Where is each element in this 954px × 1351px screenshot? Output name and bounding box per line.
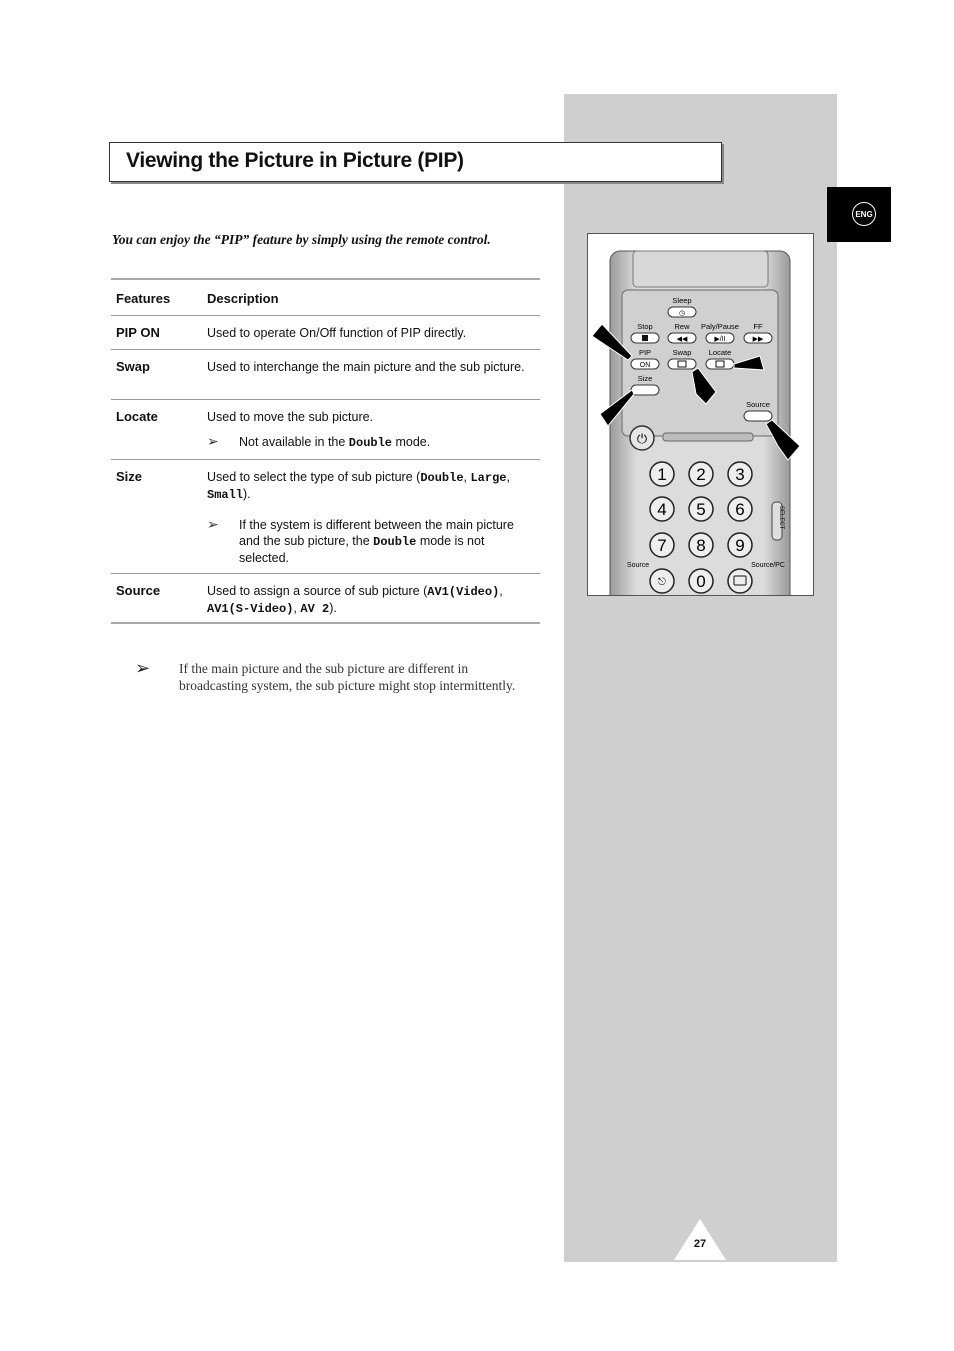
remote-slot xyxy=(663,433,753,441)
rew-label: Rew xyxy=(674,322,690,331)
locate-label: Locate xyxy=(708,348,732,357)
feature-desc: Used to assign a source of sub picture (AV1(Video), AV1(S-Video), AV 2). xyxy=(207,584,503,616)
input-icon: ⎋ xyxy=(658,577,666,588)
feature-name: Size xyxy=(116,469,143,484)
feature-name: Locate xyxy=(116,409,158,424)
title-box xyxy=(109,142,722,182)
language-tab xyxy=(827,187,891,242)
select-label: SELECT xyxy=(778,506,784,530)
remote-top-flap xyxy=(633,251,768,287)
table-row xyxy=(111,350,540,400)
intro-text: You can enjoy the “PIP” feature by simply using the remote control. xyxy=(112,232,491,247)
swap-label: Swap xyxy=(672,348,692,357)
arrow-icon: ➢ xyxy=(207,516,219,532)
features-table xyxy=(111,278,540,624)
fast-forward-icon: ▶▶ xyxy=(752,336,764,343)
page-number: 27 xyxy=(693,1238,707,1250)
feature-desc: Used to interchange the main picture and the sub picture. xyxy=(207,360,525,374)
table-row xyxy=(111,460,540,574)
table-header-row xyxy=(111,280,540,316)
ff-label: FF xyxy=(753,322,763,331)
digit-label: 4 xyxy=(657,500,667,519)
source-pc-button[interactable] xyxy=(728,569,752,593)
source-button[interactable] xyxy=(744,411,772,421)
feature-desc xyxy=(207,409,540,459)
digit-label: 2 xyxy=(696,465,706,484)
feature-note: ➢ If the system is different between the main picture and the sub picture, the Double mode is not selected. xyxy=(207,516,514,565)
digit-label: 8 xyxy=(696,536,706,555)
digit-label: 7 xyxy=(657,536,667,555)
arrow-icon: ➢ xyxy=(135,658,151,678)
stop-icon xyxy=(642,335,648,341)
digit-label: 1 xyxy=(657,465,667,484)
feature-desc-text: Used to move the sub picture. xyxy=(207,410,374,424)
digit-label: 5 xyxy=(696,500,706,519)
remote-svg xyxy=(588,234,813,595)
feature-desc: Used to operate On/Off function of PIP directly. xyxy=(207,326,467,340)
header-features: Features xyxy=(116,291,171,306)
power-icon: ⏻ xyxy=(636,431,648,446)
feature-desc-text: Used to select the type of sub picture (Double, Large, Small). xyxy=(207,470,510,502)
source-left-label: Source xyxy=(626,562,650,569)
feature-name: Swap xyxy=(116,359,150,374)
header-description: Description xyxy=(207,291,279,306)
feature-name: PIP ON xyxy=(116,325,160,340)
sleep-label: Sleep xyxy=(672,296,692,305)
arrow-icon: ➢ xyxy=(207,433,219,449)
feature-name: Source xyxy=(116,583,161,598)
clock-icon: ◷ xyxy=(678,310,686,317)
play-pause-icon: ▶/II xyxy=(714,336,726,343)
page-title: Viewing the Picture in Picture (PIP) xyxy=(126,149,464,172)
pip-on-label: ON xyxy=(639,362,651,369)
play-pause-label: Paly/Pause xyxy=(701,322,739,331)
feature-desc xyxy=(207,469,540,573)
table-row xyxy=(111,316,540,350)
table-row xyxy=(111,574,540,622)
source-pc-label: Source/PC xyxy=(751,562,785,569)
source-label: Source xyxy=(746,400,770,409)
digit-label: 0 xyxy=(696,572,706,591)
table-row xyxy=(111,400,540,460)
language-label: ENG xyxy=(852,202,876,226)
digit-label: 3 xyxy=(735,465,745,484)
bottom-note xyxy=(135,660,535,694)
remote-illustration xyxy=(587,233,814,596)
feature-note: ➢ Not available in the Double mode. xyxy=(207,433,431,450)
pip-label: PIP xyxy=(638,348,652,357)
rewind-icon: ◀◀ xyxy=(676,336,688,343)
stop-label: Stop xyxy=(637,322,653,331)
digit-label: 6 xyxy=(735,500,745,519)
size-label: Size xyxy=(637,374,653,383)
size-button[interactable] xyxy=(631,385,659,395)
bottom-note-text: If the main picture and the sub picture are different in broadcasting system, the sub picture might stop intermittently. xyxy=(179,661,516,693)
digit-label: 9 xyxy=(735,536,745,555)
